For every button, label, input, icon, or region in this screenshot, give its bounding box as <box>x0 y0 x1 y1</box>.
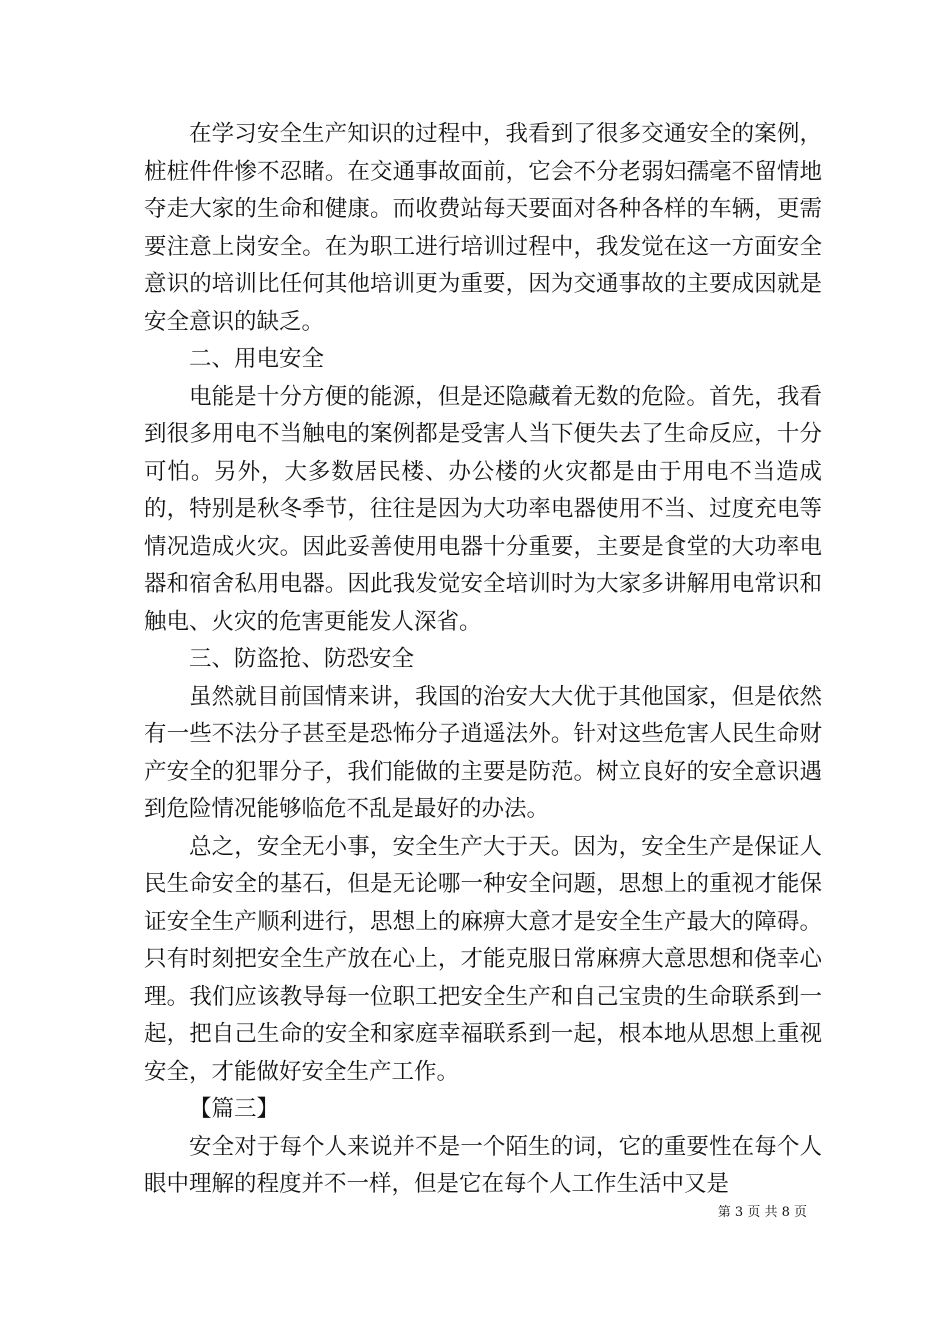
paragraph-anti-theft-safety: 虽然就目前国情来讲，我国的治安大大优于其他国家，但是依然有一些不法分子甚至是恐怖分子逍遥法外。针对这些危害人民生命财产安全的犯罪分子，我们能做的主要是防范。树立良好的安全意识遇到危险情况能够临危不乱是最好的办法。 <box>144 683 822 822</box>
page-number-footer: 第 3 页 共 8 页 <box>717 1205 807 1220</box>
paragraph-part-three-intro: 安全对于每个人来说并不是一个陌生的词，它的重要性在每个人眼中理解的程度并不一样，但是它在每个人工作生活中又是 <box>144 1133 822 1197</box>
document-body <box>144 116 822 1204</box>
section-heading-part-three: 【篇三】 <box>189 1096 280 1122</box>
section-heading-electrical-safety: 二、用电安全 <box>189 346 325 372</box>
paragraph-electrical-safety: 电能是十分方便的能源，但是还隐藏着无数的危险。首先，我看到很多用电不当触电的案例都是受害人当下便失去了生命反应，十分可怕。另外，大多数居民楼、办公楼的火灾都是由于用电不当造成的，特别是秋冬季节，往往是因为大功率电器使用不当、过度充电等情况造成火灾。因此妥善使用电器十分重要，主要是食堂的大功率电器和宿舍私用电器。因此我发觉安全培训时为大家多讲解用电常识和触电、火灾的危害更能发人深省。 <box>144 383 822 635</box>
paragraph-traffic-safety: 在学习安全生产知识的过程中，我看到了很多交通安全的案例，桩桩件件惨不忍睹。在交通事故面前，它会不分老弱妇孺毫不留情地夺走大家的生命和健康。而收费站每天要面对各种各样的车辆，更需要注意上岗安全。在为职工进行培训过程中，我发觉在这一方面安全意识的培训比任何其他培训更为重要，因为交通事故的主要成因就是安全意识的缺乏。 <box>144 121 822 335</box>
paragraph-conclusion: 总之，安全无小事，安全生产大于天。因为，安全生产是保证人民生命安全的基石，但是无论哪一种安全问题，思想上的重视才能保证安全生产顺利进行，思想上的麻痹大意才是安全生产最大的障碍。只有时刻把安全生产放在心上，才能克服日常麻痹大意思想和侥幸心理。我们应该教导每一位职工把安全生产和自己宝贵的生命联系到一起，把自己生命的安全和家庭幸福联系到一起，根本地从思想上重视安全，才能做好安全生产工作。 <box>144 833 822 1085</box>
section-heading-anti-theft-safety: 三、防盗抢、防恐安全 <box>189 646 415 672</box>
